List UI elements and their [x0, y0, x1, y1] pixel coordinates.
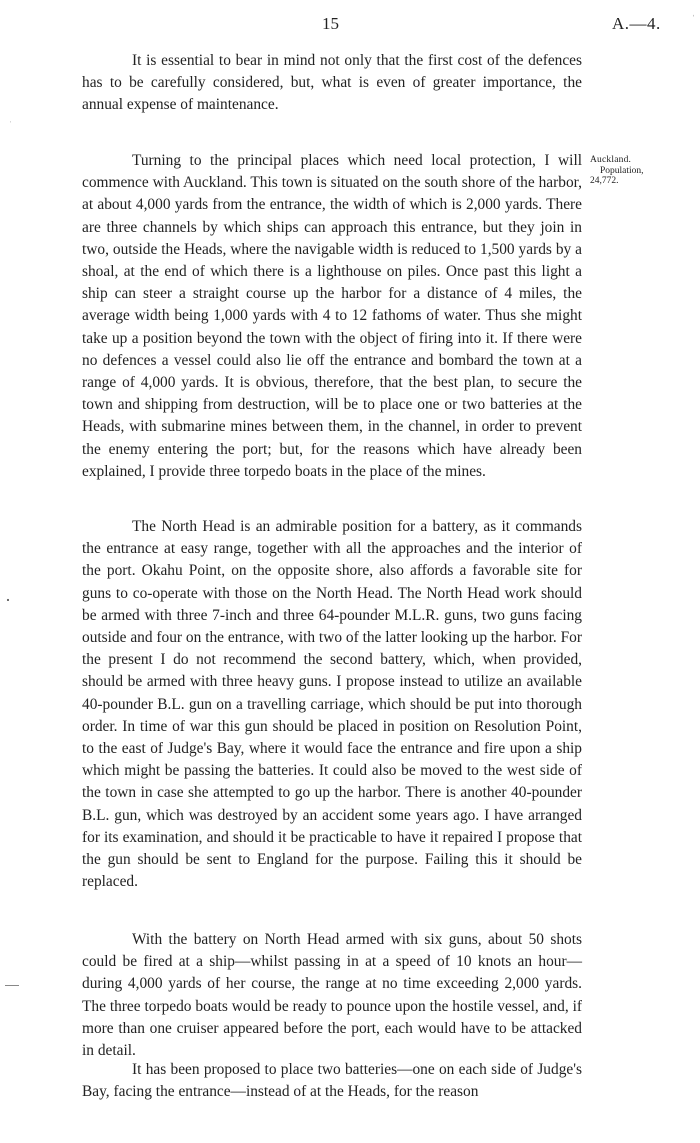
scan-mark	[5, 985, 19, 986]
scan-mark: ˈ	[692, 14, 696, 25]
margin-note	[590, 155, 670, 187]
paragraph-north-head: The North Head is an admirable position for a battery, as it commands the entrance at easy range, together with all the approaches and the interior of the port. Okahu Point, on the opposite shore, also affords a favorable site for guns to co-operate with those on the North Head. The North Head work should be armed with three 7-inch and three 64-pounder M.L.R. guns, two guns facing outside and four on the entrance, with two of the latter looking up the harbor. For the present I do not recommend the second battery, which, when provided, should be armed with three heavy guns. I propose instead to utilize an available 40-pounder B.L. gun on a travelling carriage, which should be put into thorough order. In time of war this gun should be placed in position on Resolution Point, to the east of Judge's Bay, where it would face the entrance and fire upon a ship which might be passing the batteries. It could also be moved to the west side of the town in case she attempted to go up the harbor. There is another 40-pounder B.L. gun, which was destroyed by an accident some years ago. I have arranged for its examination, and should it be practicable to have it repaired I propose that the gun should be sent to England for the purpose. Failing this it should be replaced.	[82, 518, 582, 891]
margin-note-value: 24,772.	[590, 176, 619, 186]
paragraph-battery-fire: With the battery on North Head armed with six guns, about 50 shots could be fired at a ship—whilst passing in at a speed of 10 knots an hour—during 4,000 yards of her course, the range at no time exceeding 2,000 yards. The three torpedo boats would be ready to pounce upon the hostile vessel, and, if more than one cruiser appeared before the port, each would have to be attacked in detail.	[82, 931, 582, 1060]
scan-mark: ˈ	[9, 120, 12, 129]
document-code: A.—4.	[612, 14, 661, 33]
margin-note-title: Auckland.	[590, 155, 632, 165]
page-number: 15	[322, 14, 339, 33]
scan-mark: ·	[5, 590, 11, 610]
paragraph-defence-cost: It is essential to bear in mind not only that the first cost of the defences has to be carefully considered, but, what is even of greater importance, the annual expense of maintenance.	[82, 52, 582, 114]
paragraph-auckland-harbor: Turning to the principal places which need local protection, I will commence with Auckland. This town is situated on the south shore of the harbor, at about 4,000 yards from the entrance, the width of which is 2,000 yards. There are three channels by which ships can approach this entrance, but they join in two, outside the Heads, where the navigable width is reduced to 1,500 yards by a shoal, at the end of which there is a lighthouse on piles. Once past this light a ship can steer a straight course up the harbor for a distance of 4 miles, the average width being 1,000 yards with 4 to 12 fathoms of water. Thus she might take up a position beyond the town with the object of firing into it. If there were no defences a vessel could also lie off the entrance and bombard the town at a range of 4,000 yards. It is obvious, therefore, that the best plan, to secure the town and shipping from destruction, will be to place one or two batteries at the Heads, with submarine mines between them, in the channel, in order to prevent the enemy entering the port; but, for the reasons which have already been explained, I provide three torpedo boats in the place of the mines.	[82, 152, 582, 480]
margin-note-label: Population,	[600, 165, 644, 176]
paragraph-judges-bay: It has been proposed to place two batteries—one on each side of Judge's Bay, facing the entrance—instead of at the Heads, for the reason	[82, 1061, 582, 1101]
